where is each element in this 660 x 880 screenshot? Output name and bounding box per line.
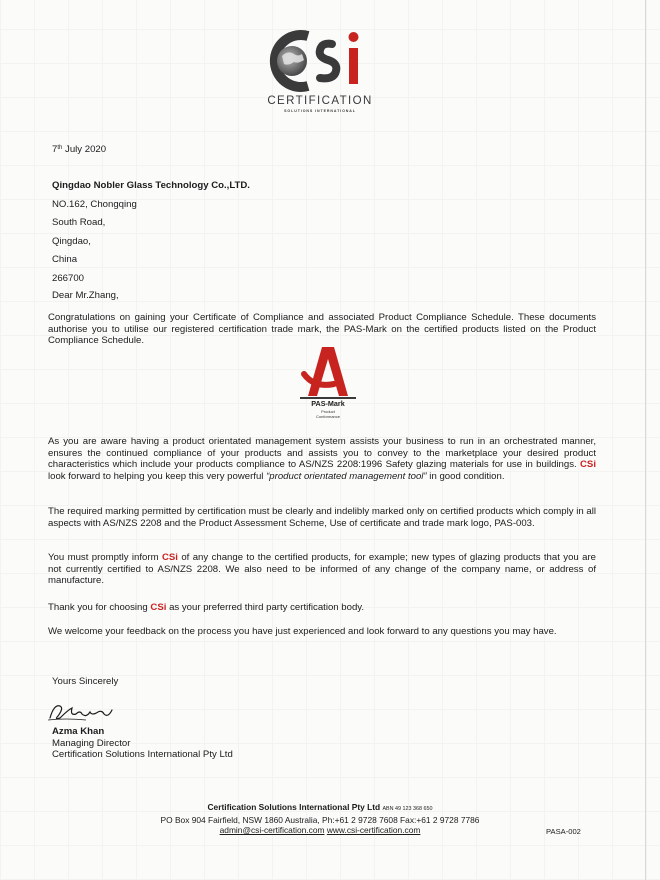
signer-name: Azma Khan: [52, 726, 105, 737]
csi-inline-mark: CSi: [161, 552, 178, 563]
signer-title: Managing Director: [52, 737, 131, 749]
signer-block: [52, 726, 233, 761]
text-run: look forward to helping you keep this very powerful: [48, 470, 267, 482]
paragraph-inform-changes: [48, 552, 596, 587]
footer-abn: ABN 49 123 368 650: [382, 806, 433, 812]
text-run: As you are aware having a product orientated management system assists your business to run in an orchestrated manner, ensures the continued compliance of your products and assists you to convey to the marketplace your desired product characteristics which include your products compliance to AS/NZS 2208:1996 Safety glazing materials for use in buildings.: [48, 436, 596, 471]
address-line: Qingdao,: [52, 235, 91, 247]
paragraph-management-system: [48, 436, 596, 482]
document-reference: PASA-002: [546, 827, 581, 836]
recipient-address: [52, 180, 250, 292]
salutation: Dear Mr.Zhang,: [52, 290, 119, 301]
paragraph-text: We welcome your feedback on the process you have just experienced and look forward to any questions you may have.: [48, 626, 557, 637]
pas-mark-sub1: Product: [321, 409, 335, 414]
paragraph-text: [48, 602, 596, 614]
date-suffix: th: [57, 145, 63, 151]
text-run: as your preferred third party certification body.: [166, 602, 365, 613]
text-run: You must promptly inform: [48, 552, 162, 563]
address-line: South Road,: [52, 217, 106, 229]
paragraph-congratulations: [48, 312, 596, 347]
text-run: in good condition.: [426, 470, 505, 482]
website-link[interactable]: www.csi-certification.com: [326, 825, 421, 836]
pas-mark: [286, 344, 370, 430]
paragraph-text: Congratulations on gaining your Certificate of Compliance and associated Product Compliance Schedule. These documents authorise you to utilise our registered certification trade mark, the PAS-Mark on the certified products listed on the Product Compliance Schedule.: [48, 312, 596, 347]
letter-footer: [120, 802, 520, 836]
footer-address: PO Box 904 Fairfield, NSW 1860 Australia, Ph:+61 2 9728 7608 Fax:+61 2 9728 7786: [160, 814, 480, 825]
csi-inline-mark: CSi: [580, 459, 596, 471]
date-day: 7: [52, 144, 58, 155]
pas-mark-sub2: Conformance: [315, 414, 340, 419]
text-run: Thank you for choosing: [48, 602, 151, 613]
paragraph-text: [48, 552, 596, 587]
address-line: China: [52, 254, 78, 266]
recipient-company: Qingdao Nobler Glass Technology Co.,LTD.: [52, 180, 250, 191]
csi-inline-mark: CSi: [150, 602, 167, 613]
handwritten-signature: [46, 700, 116, 724]
date-month-year: July 2020: [62, 144, 107, 155]
paragraph-thank-you: [48, 602, 596, 614]
letter-date: [52, 143, 106, 156]
address-line: NO.162, Chongqing: [52, 198, 137, 210]
footer-company-line: [120, 802, 520, 815]
footer-company: Certification Solutions International Pty Ltd: [207, 802, 381, 812]
scan-edge: [645, 0, 646, 880]
logo-tagline: SOLUTIONS INTERNATIONAL: [284, 109, 356, 113]
paragraph-marking: [48, 506, 596, 529]
pas-mark-logo: [286, 344, 370, 400]
pas-mark-label: PAS-Mark: [311, 399, 345, 408]
signer-company: Certification Solutions International Pty Ltd: [52, 749, 233, 761]
paragraph-text: The required marking permitted by certification must be clearly and indelibly marked only on certified products which comply in all aspects with AS/NZS 2208 and the Product Assessment Scheme, Use of certificate and trade mark logo, PAS-003.: [48, 506, 596, 529]
csi-logo: [258, 24, 382, 116]
email-link[interactable]: admin@csi-certification.com: [219, 825, 325, 836]
address-line: 266700: [52, 272, 85, 284]
paragraph-text: [48, 436, 596, 482]
footer-links: [120, 825, 520, 836]
csi-logo-graphic: [258, 24, 382, 116]
text-run: of any change to the certified products, for example; new types of glazing products that you are not currently certified to AS/NZS 2208. We also need to be informed of any change of the company name, or address of manufacture.: [48, 552, 596, 587]
paragraph-feedback: [48, 626, 596, 638]
italic-phrase: “product orientated management tool”: [266, 470, 427, 482]
closing: Yours Sincerely: [52, 676, 119, 687]
logo-wordmark: CERTIFICATION: [267, 95, 373, 107]
